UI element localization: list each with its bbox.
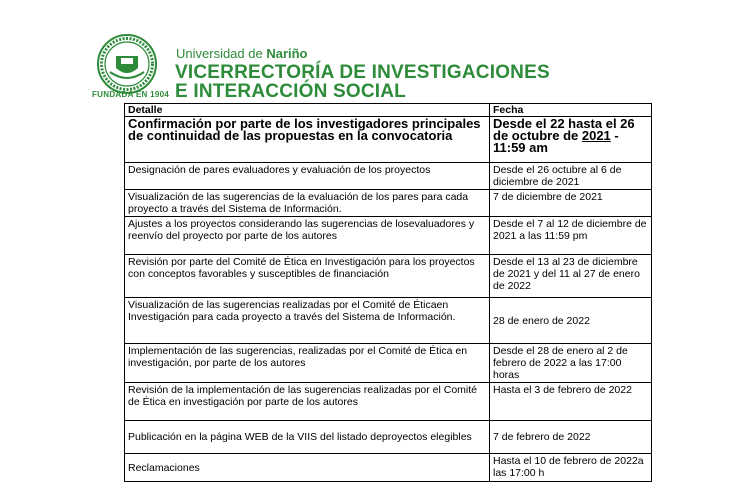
table-header-row <box>125 104 652 117</box>
table-row <box>125 383 652 421</box>
table-row <box>125 190 652 217</box>
table-row <box>125 117 652 163</box>
date-cell: Desde el 13 al 23 de diciembre de 2021 y del 11 al 27 de enero de 2022 <box>490 255 652 298</box>
date-cell: Desde el 26 octubre al 6 de diciembre de 2021 <box>490 163 652 190</box>
table-row <box>125 255 652 298</box>
date-cell: 7 de diciembre de 2021 <box>490 190 652 217</box>
detail-cell: Ajustes a los proyectos considerando las sugerencias de losevaluadores y reenvío del proyecto por parte de los autores <box>125 217 490 255</box>
table-row <box>125 421 652 454</box>
column-header-detail: Detalle <box>125 104 490 117</box>
date-cell: 7 de febrero de 2022 <box>490 421 652 454</box>
date-cell: Desde el 22 hasta el 26 de octubre de 2021 - 11:59 am <box>490 117 652 163</box>
detail-cell: Confirmación por parte de los investigadores principales de continuidad de las propuestas en la convocatoria <box>125 117 490 163</box>
table-row <box>125 344 652 383</box>
date-cell: Desde el 28 de enero al 2 de febrero de 2022 a las 17:00 horas <box>490 344 652 383</box>
detail-cell: Reclamaciones <box>125 454 490 482</box>
detail-cell: Revisión de la implementación de las sugerencias realizadas por el Comité de Ética en investigación por parte de los autores <box>125 383 490 421</box>
date-cell: Hasta el 3 de febrero de 2022 <box>490 383 652 421</box>
founded-year: FUNDADA EN 1904 <box>92 90 170 99</box>
university-name: Universidad de Nariño <box>176 46 308 61</box>
table-row <box>125 454 652 482</box>
date-cell: Hasta el 10 de febrero de 2022a las 17:00 h <box>490 454 652 482</box>
detail-cell: Publicación en la página WEB de la VIIS del listado deproyectos elegibles <box>125 421 490 454</box>
table-row <box>125 163 652 190</box>
document-header <box>0 0 741 104</box>
column-header-date: Fecha <box>490 104 652 117</box>
unit-title-line1: VICERRECTORÍA DE INVESTIGACIONES <box>175 62 550 83</box>
date-cell: Desde el 7 al 12 de diciembre de 2021 a las 11:59 pm <box>490 217 652 255</box>
table-row <box>125 298 652 344</box>
detail-cell: Designación de pares evaluadores y evaluación de los proyectos <box>125 163 490 190</box>
detail-cell: Revisión por parte del Comité de Ética en Investigación para los proyectos con conceptos favorables y susceptibles de financiación <box>125 255 490 298</box>
schedule-table <box>124 103 652 482</box>
date-cell: 28 de enero de 2022 <box>490 298 652 344</box>
unit-title-line2: E INTERACCIÓN SOCIAL <box>175 81 406 102</box>
detail-cell: Implementación de las sugerencias, realizadas por el Comité de Ética en investigación, por parte de los autores <box>125 344 490 383</box>
detail-cell: Visualización de las sugerencias realizadas por el Comité de Éticaen Investigación para cada proyecto a través del Sistema de Información. <box>125 298 490 344</box>
detail-cell: Visualización de las sugerencias de la evaluación de los pares para cada proyecto a través del Sistema de Información. <box>125 190 490 217</box>
table-row <box>125 217 652 255</box>
